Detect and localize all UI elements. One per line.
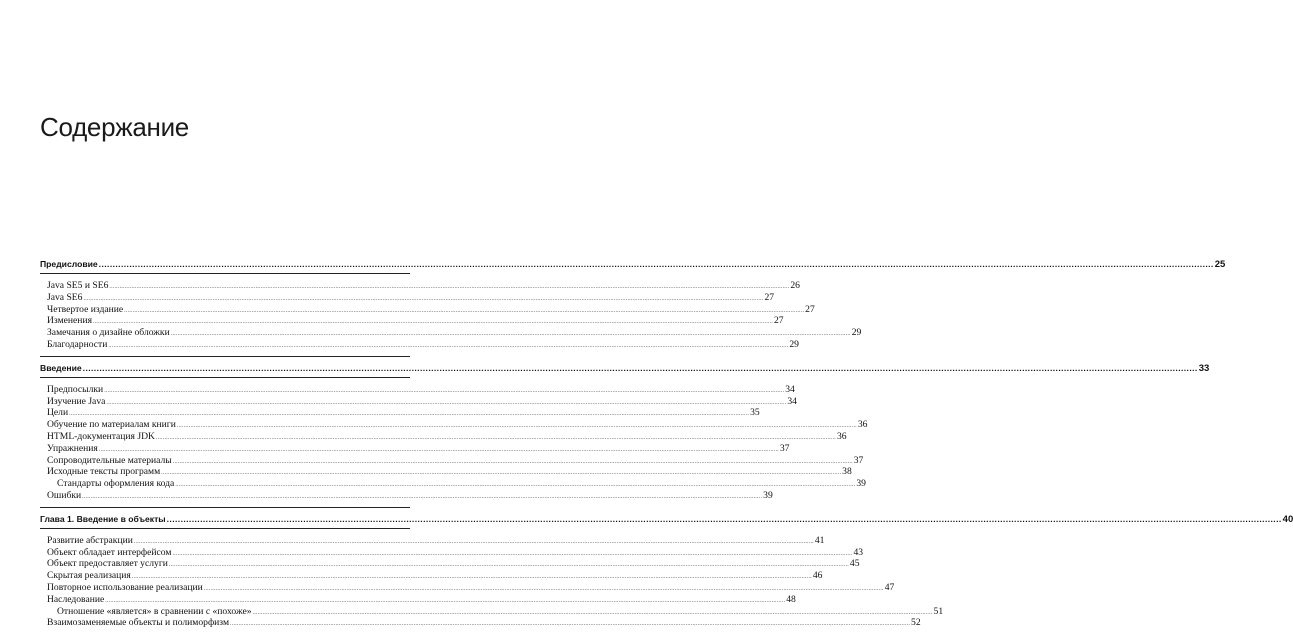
toc-entry[interactable] [40,395,797,408]
toc-chapter-heading[interactable] [40,362,1210,378]
dot-leader: ................................................................................................................................................................................................................................................................................................................................................................................................................ [82,493,763,500]
dot-leader: ................................................................................................................................................................................................................................................................................................................................................................................................................ [108,342,789,349]
entry-page-number: 29 [789,338,799,350]
entry-page-number: 34 [785,383,795,395]
dot-leader: ................................................................................................................................................................................................................................................................................................................................................................................................................ [82,362,1198,373]
toc-entry[interactable] [40,617,921,629]
dot-leader: ................................................................................................................................................................................................................................................................................................................................................................................................................ [203,585,884,592]
toc-entry[interactable] [40,419,868,431]
chapter-page-number: 25 [1214,259,1226,270]
entry-title: Стандарты оформления кода [57,478,175,490]
toc-entry[interactable] [40,570,823,582]
section-divider [40,356,410,357]
dot-leader: ................................................................................................................................................................................................................................................................................................................................................................................................................ [131,574,812,581]
toc-entries [40,529,944,634]
chapter-page-number: 33 [1198,362,1210,374]
dot-leader: ................................................................................................................................................................................................................................................................................................................................................................................................................ [98,259,1214,269]
entry-page-number: 41 [814,534,825,546]
toc-entry[interactable] [40,315,784,327]
entry-title: Сопроводительные материалы [47,454,172,466]
toc-section [40,513,1293,634]
dot-leader: ................................................................................................................................................................................................................................................................................................................................................................................................................ [172,550,853,557]
entry-title: Четвертое издание [47,303,124,315]
dot-leader: ................................................................................................................................................................................................................................................................................................................................................................................................................ [175,482,856,489]
toc-entry[interactable] [40,303,815,316]
entry-title: Обучение по материалам книги [47,419,176,431]
entry-page-number: 34 [787,395,797,407]
toc-entry[interactable] [40,593,796,606]
entry-title: Изучение Java [47,395,106,407]
toc-entry[interactable] [40,558,860,570]
toc-entry[interactable] [40,581,895,594]
entry-page-number: 29 [851,327,862,339]
dot-leader: ................................................................................................................................................................................................................................................................................................................................................................................................................ [168,562,849,569]
section-divider [40,507,410,508]
entry-title: Предпосылки [47,383,104,395]
toc-entry[interactable] [40,442,790,455]
chapter-page-number: 40 [1282,513,1293,525]
toc-chapter-heading[interactable] [40,258,1226,274]
entry-page-number: 26 [790,280,800,291]
entry-page-number: 27 [805,303,815,315]
entry-title: Исходные тексты программ [47,466,161,478]
dot-leader: ................................................................................................................................................................................................................................................................................................................................................................................................................ [176,423,857,430]
entry-title: Изменения [47,315,92,327]
toc-entry[interactable] [40,454,864,467]
toc-entry[interactable] [40,383,795,396]
toc-entry[interactable] [40,327,862,339]
entry-page-number: 35 [750,407,760,419]
entry-page-number: 27 [764,291,775,303]
dot-leader: ................................................................................................................................................................................................................................................................................................................................................................................................................ [106,399,787,406]
toc-chapter-heading[interactable] [40,513,1293,529]
entry-title: Скрытая реализация [47,570,131,582]
toc-entry[interactable] [40,338,799,351]
dot-leader: ................................................................................................................................................................................................................................................................................................................................................................................................................ [93,319,773,326]
entry-page-number: 47 [884,581,895,593]
entry-page-number: 36 [836,430,847,442]
entry-page-number: 48 [786,593,796,605]
dot-leader: ................................................................................................................................................................................................................................................................................................................................................................................................................ [83,295,764,302]
entry-page-number: 43 [853,546,864,558]
toc-entry[interactable] [40,534,825,547]
dot-leader: ................................................................................................................................................................................................................................................................................................................................................................................................................ [98,446,779,453]
entry-title: HTML-документация JDK [47,430,155,442]
entry-page-number: 39 [763,489,773,501]
entry-title: Взаимозаменяемые объекты и полиморфизм [47,617,230,629]
toc-section [40,258,1226,357]
toc-entries [40,274,862,356]
toc-entry[interactable] [40,466,852,478]
entry-title: Ошибки [47,489,82,501]
dot-leader: ................................................................................................................................................................................................................................................................................................................................................................................................................ [124,307,805,314]
entry-title: Развитие абстракции [47,534,133,546]
toc-entry[interactable] [40,546,864,559]
entry-page-number: 37 [853,454,864,466]
entry-title: Объект обладает интерфейсом [47,546,172,558]
entry-page-number: 52 [911,617,921,629]
entry-page-number: 27 [774,315,784,327]
entry-title: Замечания о дизайне обложки [47,327,170,339]
entry-title: Благодарности [47,338,108,350]
dot-leader: ................................................................................................................................................................................................................................................................................................................................................................................................................ [230,621,911,628]
dot-leader: ................................................................................................................................................................................................................................................................................................................................................................................................................ [155,434,836,441]
toc-entry[interactable] [40,407,760,419]
entry-page-number: 46 [812,570,823,582]
dot-leader: ................................................................................................................................................................................................................................................................................................................................................................................................................ [69,411,750,418]
entry-title: Объект предоставляет услуги [47,558,168,570]
entry-title: Цели [47,407,69,419]
dot-leader: ................................................................................................................................................................................................................................................................................................................................................................................................................ [104,387,785,394]
chapter-title: Предисловие [40,259,98,269]
table-of-contents [40,258,1293,634]
entry-title: Отношение «является» в сравнении с «похоже» [57,605,252,617]
dot-leader: ................................................................................................................................................................................................................................................................................................................................................................................................................ [166,513,1282,524]
entry-page-number: 39 [856,478,866,490]
entry-title: Наследование [47,593,105,605]
entry-title: Java SE6 [47,291,83,303]
entry-page-number: 38 [842,466,852,478]
chapter-title: Глава 1. Введение в объекты [40,513,166,524]
dot-leader: ................................................................................................................................................................................................................................................................................................................................................................................................................ [105,597,786,604]
dot-leader: ................................................................................................................................................................................................................................................................................................................................................................................................................ [109,284,790,290]
toc-entry[interactable] [40,430,847,443]
toc-entries [40,378,868,507]
dot-leader: ................................................................................................................................................................................................................................................................................................................................................................................................................ [170,331,851,338]
dot-leader: ................................................................................................................................................................................................................................................................................................................................................................................................................ [133,538,814,545]
toc-entry[interactable] [40,478,866,490]
toc-section [40,362,1210,508]
toc-entry[interactable] [40,280,800,292]
toc-entry[interactable] [40,291,775,304]
page-title: Содержание [40,112,189,142]
entry-title: Упражнения [47,442,98,454]
dot-leader: ................................................................................................................................................................................................................................................................................................................................................................................................................ [161,470,842,477]
toc-entry[interactable] [40,489,773,502]
entry-page-number: 51 [933,605,944,617]
dot-leader: ................................................................................................................................................................................................................................................................................................................................................................................................................ [252,609,933,616]
entry-title: Повторное использование реализации [47,581,203,593]
dot-leader: ................................................................................................................................................................................................................................................................................................................................................................................................................ [172,458,853,465]
entry-page-number: 37 [779,442,790,454]
entry-page-number: 45 [849,558,860,570]
toc-entry[interactable] [40,605,944,618]
entry-title: Java SE5 и SE6 [47,280,109,291]
chapter-title: Введение [40,362,82,373]
entry-page-number: 36 [857,419,868,431]
